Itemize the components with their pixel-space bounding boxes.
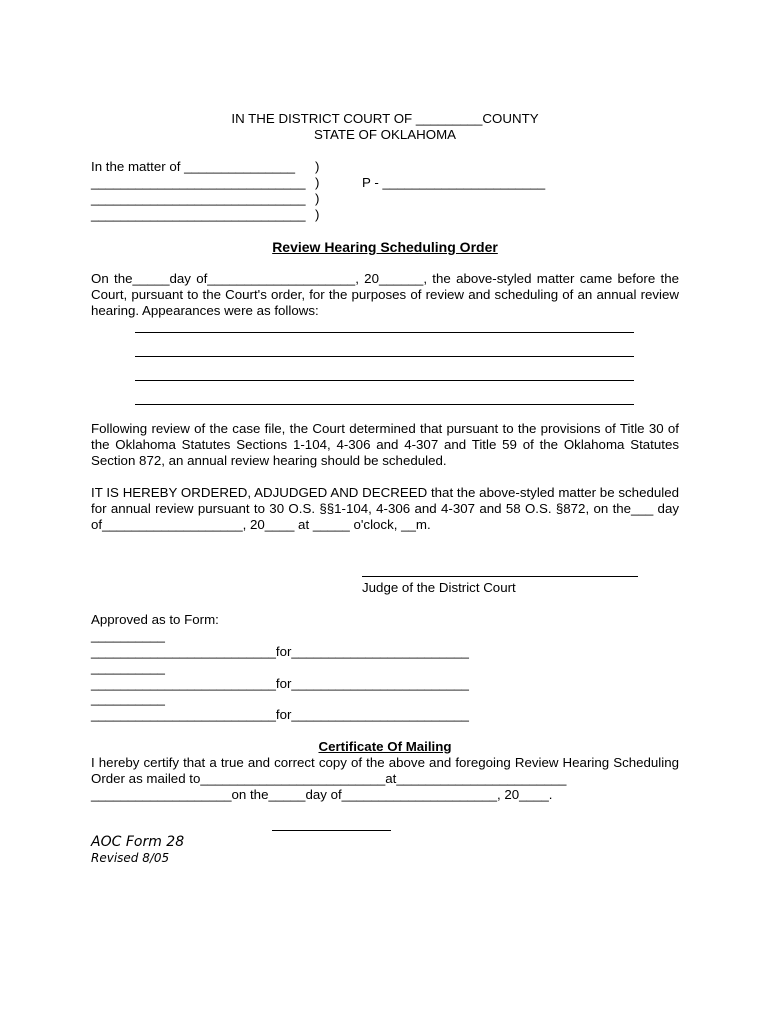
order-paragraph: IT IS HEREBY ORDERED, ADJUDGED AND DECREED that the above-styled matter be scheduled for annual review pursuant to 30 O.S. §§1-104, 4-306 and 4-307 and 58 O.S. §872, on the___ day of___________________, 20____ at _____ o'clock, __m. [91,485,679,532]
appearance-line [135,404,634,405]
caption-paren: ) [315,207,320,222]
caption-blank-1: _____________________________ [91,175,306,190]
approved-short-line: __________ [91,691,165,706]
approved-row: _________________________for________________________ [91,707,469,722]
matter-line: In the matter of _______________ [91,159,296,174]
intro-paragraph: On the_____day of____________________, 20______, the above-styled matter came before the Court, pursuant to the Court's order, for the purposes of review and scheduling of an annual review hearing. Appearances were as follows: [91,271,679,318]
approved-label: Approved as to Form: [91,612,219,627]
caption-paren: ) [315,159,320,174]
approved-row: _________________________for________________________ [91,644,469,659]
appearance-line [135,356,634,357]
approved-short-line: __________ [91,628,165,643]
judge-signature-line [362,576,638,577]
certificate-signature-line [272,830,391,831]
court-header: IN THE DISTRICT COURT OF _________COUNTY [231,111,539,126]
approved-row: _________________________for________________________ [91,676,469,691]
certificate-body: I hereby certify that a true and correct copy of the above and foregoing Review Hearing Scheduling Order as mailed to_________________________at_______________________ [91,755,679,786]
caption-paren: ) [315,175,320,190]
form-name: AOC Form 28 [91,834,185,850]
state-header: STATE OF OKLAHOMA [313,127,457,142]
case-number: P - ______________________ [362,175,546,190]
judge-label: Judge of the District Court [362,580,516,595]
appearance-line [135,380,634,381]
certificate-last-line: ___________________on the_____day of_____________________, 20____. [91,787,553,802]
caption-paren: ) [315,191,320,206]
document-title: Review Hearing Scheduling Order [272,239,498,255]
review-paragraph: Following review of the case file, the Court determined that pursuant to the provisions of Title 30 of the Oklahoma Statutes Sections 1-104, 4-306 and 4-307 and Title 59 of the Oklahoma Statutes Section 872, an annual review hearing should be scheduled. [91,421,679,468]
approved-short-line: __________ [91,660,165,675]
certificate-heading: Certificate Of Mailing [318,739,452,754]
appearance-line [135,332,634,333]
form-revised: Revised 8/05 [91,851,170,865]
caption-blank-2: _____________________________ [91,191,306,206]
caption-blank-3: _____________________________ [91,207,306,222]
